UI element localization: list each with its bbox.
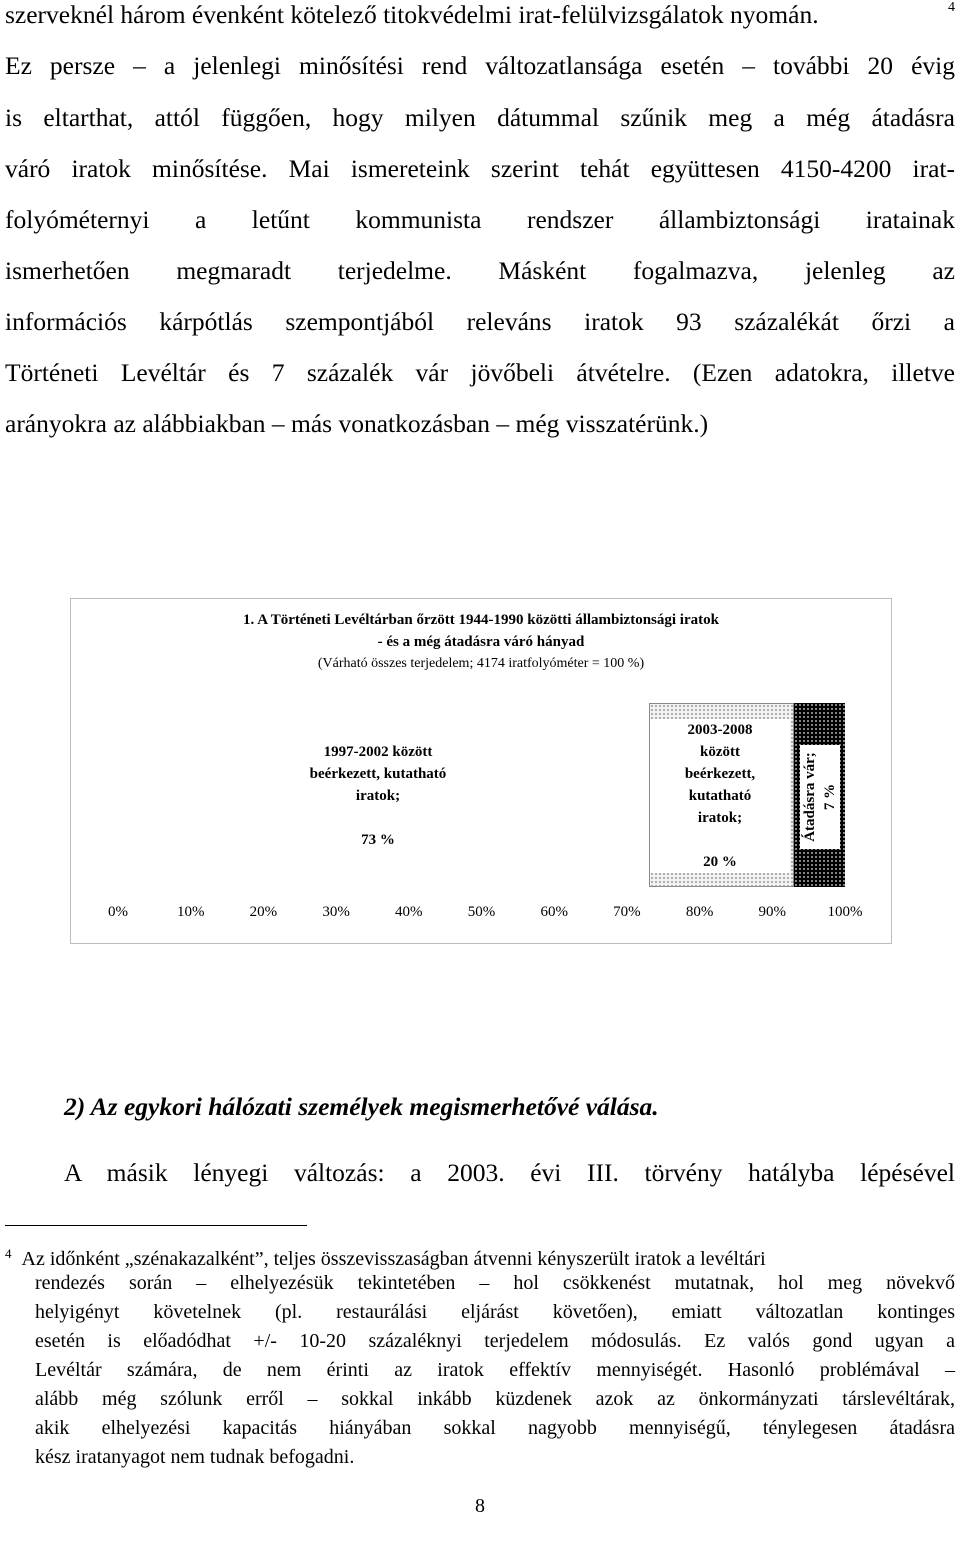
x-tick-label: 60%: [540, 904, 568, 920]
footnote-line: $^4$ Az időnként „szénakazalként”, teljes összevisszaságban átvenni kényszerült iratok a levéltári: [5, 1246, 766, 1270]
body-line: szerveknél három évenként kötelező titokvédelmi irat-felülvizsgálatok nyomán.: [5, 0, 819, 29]
footnote-line: rendezés során – elhelyezésük tekintetében – hol csökkenést mutatnak, hol meg növekvő: [35, 1272, 955, 1294]
body-line: ismerhetően megmaradt terjedelme. Másként fogalmazva, jelenleg az: [5, 256, 955, 285]
footnote-reference: 4: [948, 0, 955, 15]
segment-value-label: 20 %: [703, 854, 737, 870]
x-tick-label: 10%: [176, 904, 205, 920]
body-line: folyóméternyi a letűnt kommunista rendszer állambiztonsági iratainak: [5, 205, 955, 234]
x-tick-label: 0%: [108, 904, 128, 920]
x-tick-label: 30%: [322, 904, 350, 920]
segment-label-received-1997-2002: 1997-2002 között beérkezett, kutatható iratok; 73 %: [258, 741, 498, 851]
chart-subtitle: - és a még átadásra váró hányad: [377, 634, 585, 650]
segment-value-label: 7 %: [822, 783, 838, 811]
x-tick-label: 90%: [758, 904, 787, 920]
footnote-line: alább még szólunk erről – sokkal inkább küzdenek azok az önkormányzati társlevéltárak,: [35, 1388, 955, 1410]
footnote-line: esetén is előadódhat +/- 10-20 százaléknyi terjedelem módosulás. Ez valós gond ugyan a: [35, 1330, 955, 1352]
x-tick-label: 100%: [827, 904, 863, 920]
footnote-line: akik elhelyezési kapacitás hiányában sokkal nagyobb mennyiségű, ténylegesen átadásra: [35, 1417, 955, 1439]
x-tick-label: 40%: [395, 904, 423, 920]
segment-label-received-2003-2008: 2003-2008 között beérkezett, kutatható iratok; 20 %: [650, 719, 790, 873]
footnote-line: helyigényt követelnek (pl. restaurálási eljárást követően), emiatt változatlan kontinges: [35, 1301, 955, 1323]
body-line: is eltarthat, attól függően, hogy milyen dátummal szűnik meg a még átadásra: [5, 103, 955, 132]
x-tick-label: 70%: [613, 904, 641, 920]
footnote-number: 4: [5, 1246, 12, 1261]
chart-title: 1. A Történeti Levéltárban őrzött 1944-1990 közötti állambiztonsági iratok: [243, 612, 719, 628]
body-line: információs kárpótlás szempontjából releváns iratok 93 százalékát őrzi a: [5, 307, 955, 336]
body-line: arányokra az alábbiakban – más vonatkozásban – még visszatérünk.): [5, 409, 709, 438]
body-line: Ez persze – a jelenlegi minősítési rend változatlansága esetén – további 20 évig: [5, 51, 955, 80]
page-number: 8: [475, 1495, 485, 1517]
x-tick-label: 20%: [249, 904, 278, 920]
segment-value-label: 73 %: [361, 832, 395, 848]
body-line: Történeti Levéltár és 7 százalék vár jövőbeli átvételre. (Ezen adatokra, illetve: [5, 358, 955, 387]
segment-label-awaiting-transfer: Átadásra vár; 7 %: [800, 745, 840, 849]
section-first-line: A másik lényegi változás: a 2003. évi III. törvény hatályba lépésével: [64, 1158, 955, 1187]
x-tick-label: 50%: [467, 904, 496, 920]
body-line: váró iratok minősítése. Mai ismereteink szerint tehát együttesen 4150-4200 irat-: [5, 154, 955, 183]
footnote-separator: [5, 1225, 307, 1226]
footnote-line: Levéltár számára, de nem érinti az iratok effektív mennyiségét. Hasonló problémával –: [35, 1359, 955, 1381]
footnote-line: kész iratanyagot nem tudnak befogadni.: [35, 1446, 355, 1468]
chart-note: (Várható összes terjedelem; 4174 iratfolyóméter = 100 %): [317, 656, 645, 671]
section-heading: 2) Az egykori hálózati személyek megismerhetővé válása.: [64, 1092, 659, 1121]
x-tick-label: 80%: [685, 904, 714, 920]
